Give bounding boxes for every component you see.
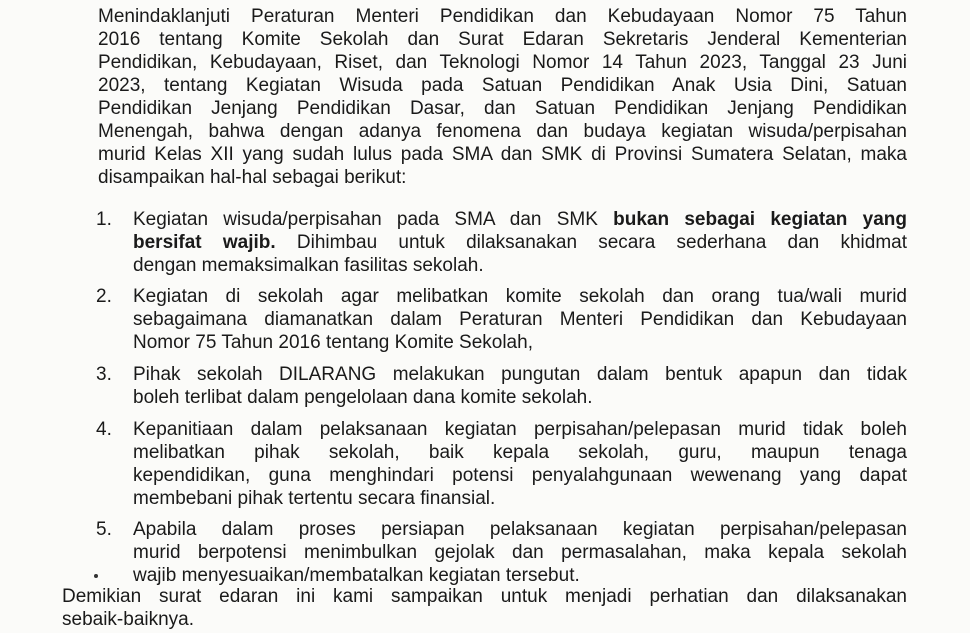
item-line: membebani pihak tertentu secara finansial. xyxy=(133,488,496,509)
list-item-text xyxy=(133,518,907,587)
item-line: Nomor 75 Tahun 2016 tentang Komite Sekolah, xyxy=(133,332,533,353)
numbered-list xyxy=(0,208,970,587)
item-line: dengan memaksimalkan fasilitas sekolah. xyxy=(133,255,484,276)
list-item-text xyxy=(133,418,907,510)
list-item-text xyxy=(133,285,907,354)
stray-dot-mark xyxy=(94,574,98,578)
list-number: 4. xyxy=(96,419,112,440)
item-line: boleh terlibat dalam pengelolaan dana komite sekolah. xyxy=(133,387,593,408)
item-line: wajib menyesuaikan/membatalkan kegiatan tersebut. xyxy=(133,565,580,586)
item-line: kependidikan, guna menghindari potensi penyalahgunaan wewenang yang dapat xyxy=(133,465,907,486)
list-item xyxy=(0,363,970,409)
list-number: 3. xyxy=(96,364,112,385)
intro-line: disampaikan hal-hal sebagai berikut: xyxy=(98,167,407,188)
item-text-bold: bukan sebagai kegiatan yang xyxy=(613,209,907,230)
list-item xyxy=(0,518,970,587)
item-line xyxy=(133,231,907,254)
intro-line: murid Kelas XII yang sudah lulus pada SMA dan SMK di Provinsi Sumatera Selatan, maka xyxy=(98,144,907,165)
list-item-text xyxy=(133,208,907,277)
item-line: Kegiatan di sekolah agar melibatkan komite sekolah dan orang tua/wali murid xyxy=(133,286,907,307)
list-item xyxy=(0,285,970,354)
intro-paragraph xyxy=(62,5,907,189)
intro-line: Pendidikan, Kebudayaan, Riset, dan Teknologi Nomor 14 Tahun 2023, Tanggal 23 Juni xyxy=(98,52,907,73)
closing-paragraph xyxy=(62,585,907,631)
intro-line: 2023, tentang Kegiatan Wisuda pada Satuan Pendidikan Anak Usia Dini, Satuan xyxy=(98,75,907,96)
list-number: 1. xyxy=(96,209,112,230)
item-line: Pihak sekolah DILARANG melakukan pungutan dalam bentuk apapun dan tidak xyxy=(133,364,907,385)
list-number: 2. xyxy=(96,286,112,307)
item-line: murid berpotensi menimbulkan gejolak dan permasalahan, maka kepala sekolah xyxy=(133,542,907,563)
closing-line: sebaik-baiknya. xyxy=(62,609,195,630)
item-line: Kepanitiaan dalam pelaksanaan kegiatan perpisahan/pelepasan murid tidak boleh xyxy=(133,419,907,440)
intro-line: Pendidikan Jenjang Pendidikan Dasar, dan Satuan Pendidikan Jenjang Pendidikan xyxy=(98,98,907,119)
list-item xyxy=(0,418,970,510)
item-line: melibatkan pihak sekolah, baik kepala sekolah, guru, maupun tenaga xyxy=(133,442,907,463)
item-text-bold: bersifat wajib. xyxy=(133,232,276,253)
intro-line: Menindaklanjuti Peraturan Menteri Pendidikan dan Kebudayaan Nomor 75 Tahun xyxy=(98,6,907,27)
list-number: 5. xyxy=(96,519,112,540)
item-text-normal: Kegiatan wisuda/perpisahan pada SMA dan SMK xyxy=(133,209,614,230)
closing-line: Demikian surat edaran ini kami sampaikan untuk menjadi perhatian dan dilaksanakan xyxy=(62,586,907,607)
list-item-text xyxy=(133,363,907,409)
item-line xyxy=(133,208,907,231)
item-line: Apabila dalam proses persiapan pelaksanaan kegiatan perpisahan/pelepasan xyxy=(133,519,907,540)
item-text-normal: Dihimbau untuk dilaksanakan secara sederhana dan khidmat xyxy=(275,232,907,253)
item-line: sebagaimana diamanatkan dalam Peraturan Menteri Pendidikan dan Kebudayaan xyxy=(133,309,907,330)
list-item xyxy=(0,208,970,277)
intro-line: Menengah, bahwa dengan adanya fenomena dan budaya kegiatan wisuda/perpisahan xyxy=(98,121,907,142)
intro-line: 2016 tentang Komite Sekolah dan Surat Edaran Sekretaris Jenderal Kementerian xyxy=(98,29,907,50)
